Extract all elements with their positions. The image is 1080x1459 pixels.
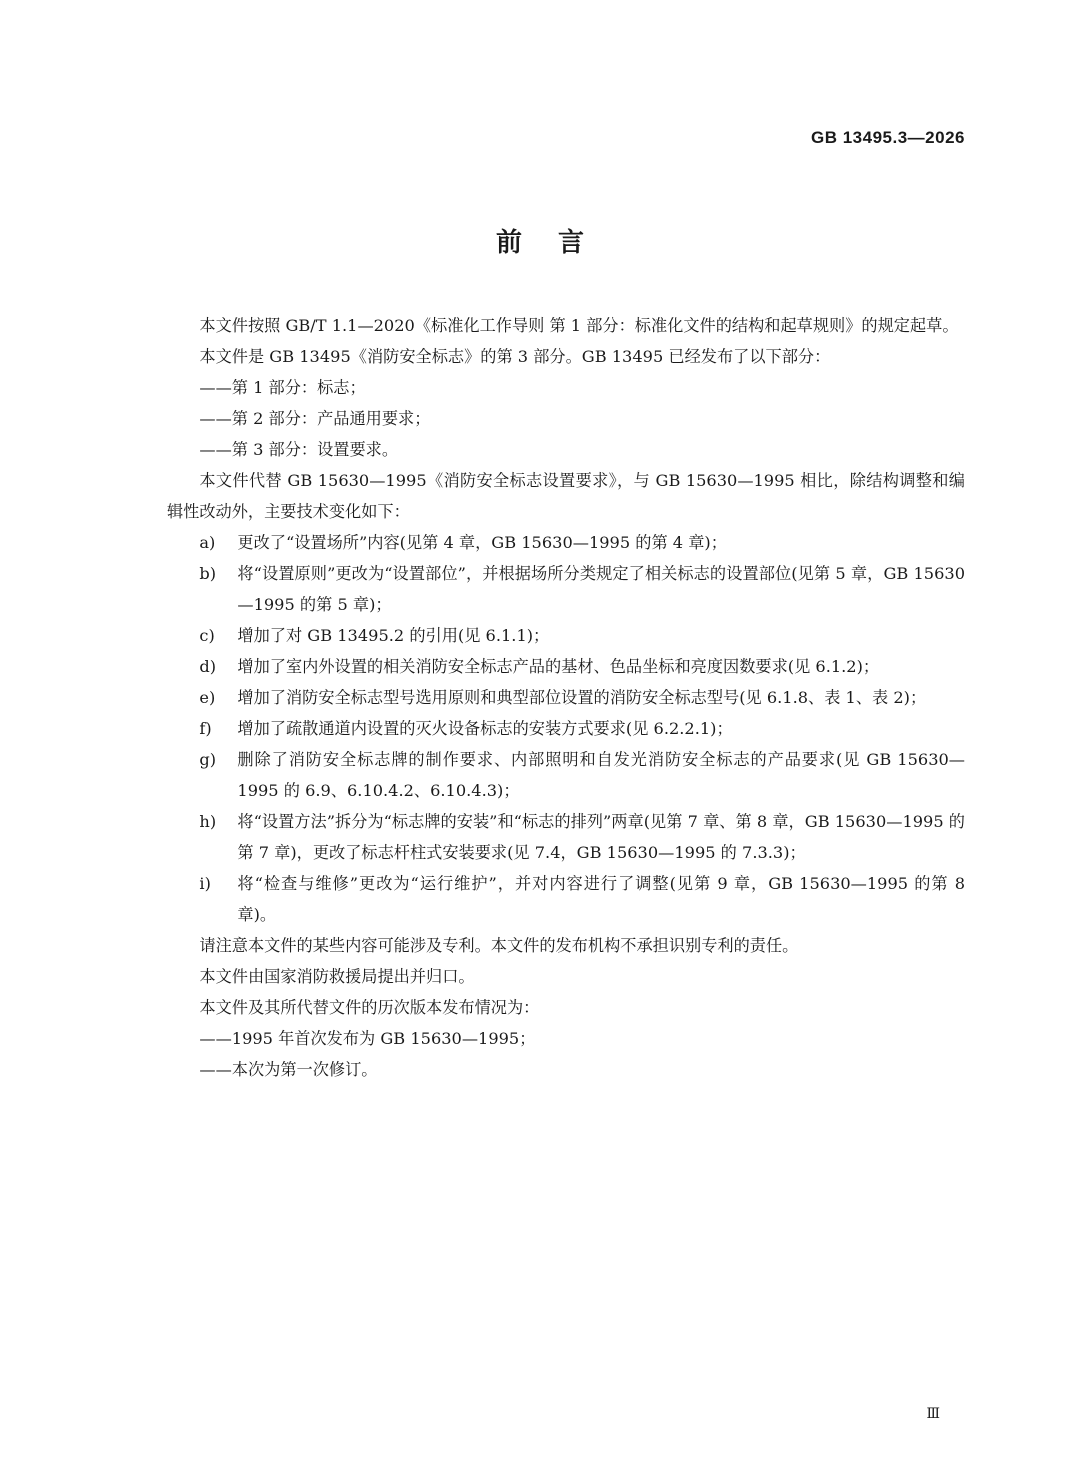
paragraph-proposer: 本文件由国家消防救援局提出并归口。 — [199, 967, 475, 986]
change-text: 增加了疏散通道内设置的灭火设备标志的安装方式要求(见 6.2.2.1)； — [237, 719, 733, 738]
change-text: 增加了消防安全标志型号选用原则和典型部位设置的消防安全标志型号(见 6.1.8、表 1、表 2)； — [237, 688, 927, 707]
page-title: 前言 — [495, 228, 620, 258]
history-item: ——1995 年首次发布为 GB 15630—1995； — [199, 1029, 536, 1048]
change-marker: h) — [199, 812, 217, 831]
change-item — [167, 558, 965, 620]
change-text: 更改了“设置场所”内容(见第 4 章，GB 15630—1995 的第 4 章)； — [237, 533, 727, 552]
change-item — [167, 744, 965, 806]
change-item — [167, 527, 965, 558]
change-item — [167, 620, 965, 651]
change-text: 将“设置方法”拆分为“标志牌的安装”和“标志的排列”两章(见第 7 章、第 8 章，GB 15630—1995 的第 7 章)，更改了标志杆柱式安装要求(见 7.4，GB 15630—1995 的 7.3.3)； — [237, 812, 965, 862]
change-text: 删除了消防安全标志牌的制作要求、内部照明和自发光消防安全标志的产品要求(见 GB 15630—1995 的 6.9、6.10.4.2、6.10.4.3)； — [237, 750, 965, 800]
change-marker: e) — [199, 688, 216, 707]
paragraph-drafting-rules: 本文件按照 GB/T 1.1—2020《标准化工作导则 第 1 部分：标准化文件的结构和起草规则》的规定起草。 — [199, 316, 959, 335]
technical-changes-list — [167, 527, 965, 930]
change-marker: c) — [199, 626, 215, 645]
change-item — [167, 713, 965, 744]
history-item: ——本次为第一次修订。 — [199, 1060, 378, 1079]
page-number: Ⅲ — [926, 1406, 940, 1422]
change-text: 将“检查与维修”更改为“运行维护”，并对内容进行了调整(见第 9 章，GB 15630—1995 的第 8 章)。 — [237, 874, 965, 924]
paragraph-replacement: 本文件代替 GB 15630—1995《消防安全标志设置要求》，与 GB 15630—1995 相比，除结构调整和编辑性改动外，主要技术变化如下： — [167, 471, 965, 521]
standard-code: GB 13495.3—2026 — [811, 128, 965, 147]
change-text: 将“设置原则”更改为“设置部位”，并根据场所分类规定了相关标志的设置部位(见第 5 章，GB 15630—1995 的第 5 章)； — [237, 564, 965, 614]
change-item — [167, 682, 965, 713]
change-marker: a) — [199, 533, 216, 552]
change-marker: i) — [199, 874, 211, 893]
part-list-item: ——第 2 部分：产品通用要求； — [199, 409, 431, 428]
change-marker: b) — [199, 564, 217, 583]
change-item — [167, 868, 965, 930]
paragraph-patent-notice: 请注意本文件的某些内容可能涉及专利。本文件的发布机构不承担识别专利的责任。 — [199, 936, 799, 955]
change-marker: d) — [199, 657, 217, 676]
change-text: 增加了对 GB 13495.2 的引用(见 6.1.1)； — [237, 626, 550, 645]
part-list-item: ——第 3 部分：设置要求。 — [199, 440, 399, 459]
foreword-body — [167, 310, 965, 1085]
change-marker: g) — [199, 750, 217, 769]
change-item — [167, 651, 965, 682]
change-item — [167, 806, 965, 868]
paragraph-series-intro: 本文件是 GB 13495《消防安全标志》的第 3 部分。GB 13495 已经发布了以下部分： — [199, 347, 831, 366]
part-list-item: ——第 1 部分：标志； — [199, 378, 366, 397]
paragraph-history-intro: 本文件及其所代替文件的历次版本发布情况为： — [199, 998, 540, 1017]
change-marker: f) — [199, 719, 212, 738]
change-text: 增加了室内外设置的相关消防安全标志产品的基材、色品坐标和亮度因数要求(见 6.1.2)； — [237, 657, 880, 676]
